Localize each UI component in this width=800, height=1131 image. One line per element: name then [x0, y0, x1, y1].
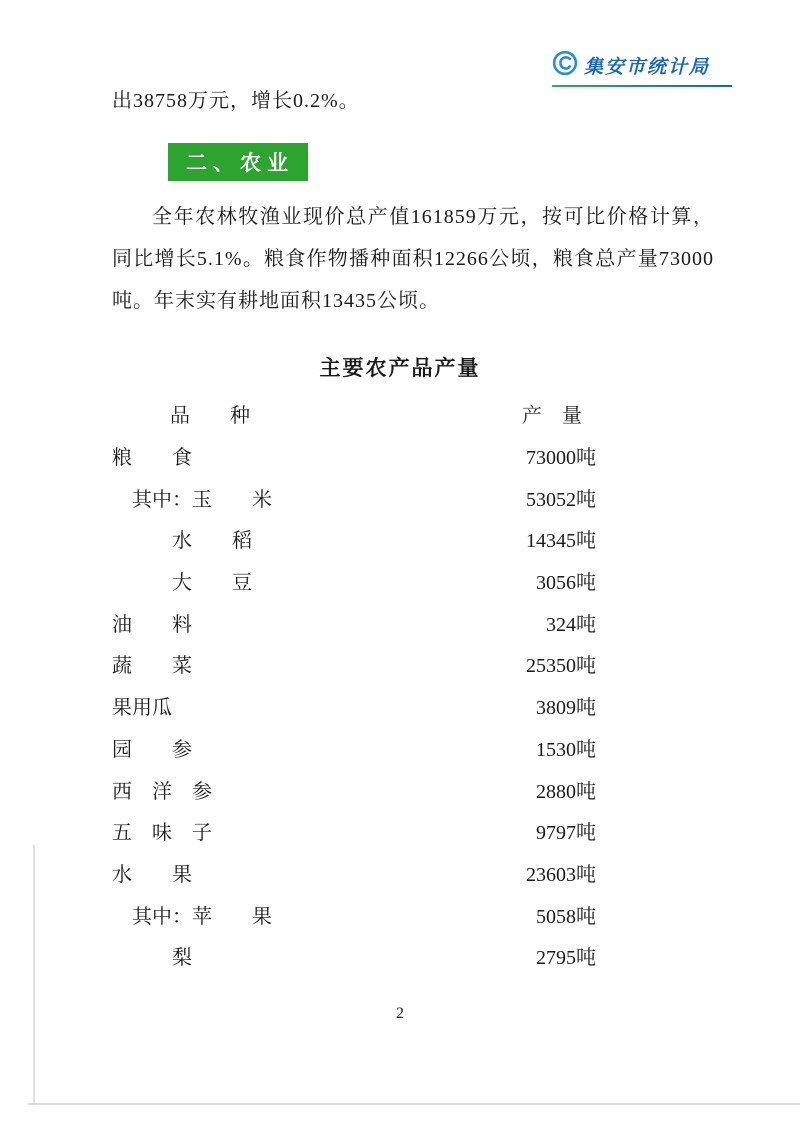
- product-name: 粮 食: [112, 447, 192, 470]
- logo-underline: [552, 85, 732, 87]
- table-header-row: [112, 393, 596, 435]
- table-title: 主要农产品产量: [319, 357, 481, 380]
- agriculture-paragraph: 全年农林牧渔业现价总产值161859万元，按可比价格计算，同比增长5.1%。粮食作物播种面积12266公顷，粮食总产量73000吨。年末实有耕地面积13435公顷。: [112, 206, 714, 312]
- table-row: [112, 643, 596, 685]
- scan-artifact-line-bottom: [28, 1103, 800, 1105]
- product-name: 园 参: [112, 738, 192, 761]
- product-value: 9797吨: [536, 822, 596, 845]
- product-value: 73000吨: [526, 447, 596, 470]
- product-name: 油 料: [112, 613, 192, 636]
- table-row: [112, 476, 596, 518]
- agricultural-output-table: [112, 393, 596, 977]
- table-row: [112, 601, 596, 643]
- col-header-product: 品 种: [170, 405, 250, 428]
- product-value: 3809吨: [536, 697, 596, 720]
- product-name: 果用瓜: [112, 697, 172, 720]
- product-value: 5058吨: [536, 905, 596, 928]
- table-row: [112, 727, 596, 769]
- product-value: 3056吨: [536, 572, 596, 595]
- product-value: 23603吨: [526, 863, 596, 886]
- table-row: [112, 810, 596, 852]
- scan-artifact-line-left: [33, 845, 35, 1105]
- statistics-bureau-logo: [552, 50, 732, 87]
- table-row: [112, 893, 596, 935]
- col-header-output: 产 量: [522, 405, 582, 428]
- section-heading-agriculture: 二、农业: [168, 143, 308, 181]
- product-value: 2795吨: [536, 947, 596, 970]
- product-name: 水 果: [112, 863, 192, 886]
- product-value: 14345吨: [526, 530, 596, 553]
- bureau-emblem-icon: [552, 50, 578, 81]
- product-value: 1530吨: [536, 738, 596, 761]
- product-name: 蔬 菜: [112, 655, 192, 678]
- product-name: 梨: [112, 947, 192, 970]
- table-row: [112, 685, 596, 727]
- product-name: 五 味 子: [112, 822, 212, 845]
- table-row: [112, 768, 596, 810]
- table-row: [112, 852, 596, 894]
- product-name: 水 稻: [112, 530, 252, 553]
- table-row: [112, 435, 596, 477]
- product-name: 其中：苹 果: [112, 905, 272, 928]
- product-name: 其中：玉 米: [112, 488, 272, 511]
- page-number: 2: [396, 1005, 404, 1022]
- product-value: 53052吨: [526, 488, 596, 511]
- table-row: [112, 518, 596, 560]
- opening-line: 出38758万元，增长0.2%。: [112, 90, 360, 112]
- logo-text: 集安市统计局: [584, 57, 711, 78]
- product-name: 西 洋 参: [112, 780, 212, 803]
- table-row: [112, 935, 596, 977]
- table-row: [112, 560, 596, 602]
- product-value: 2880吨: [536, 780, 596, 803]
- product-value: 25350吨: [526, 655, 596, 678]
- product-name: 大 豆: [112, 572, 252, 595]
- product-value: 324吨: [546, 613, 596, 636]
